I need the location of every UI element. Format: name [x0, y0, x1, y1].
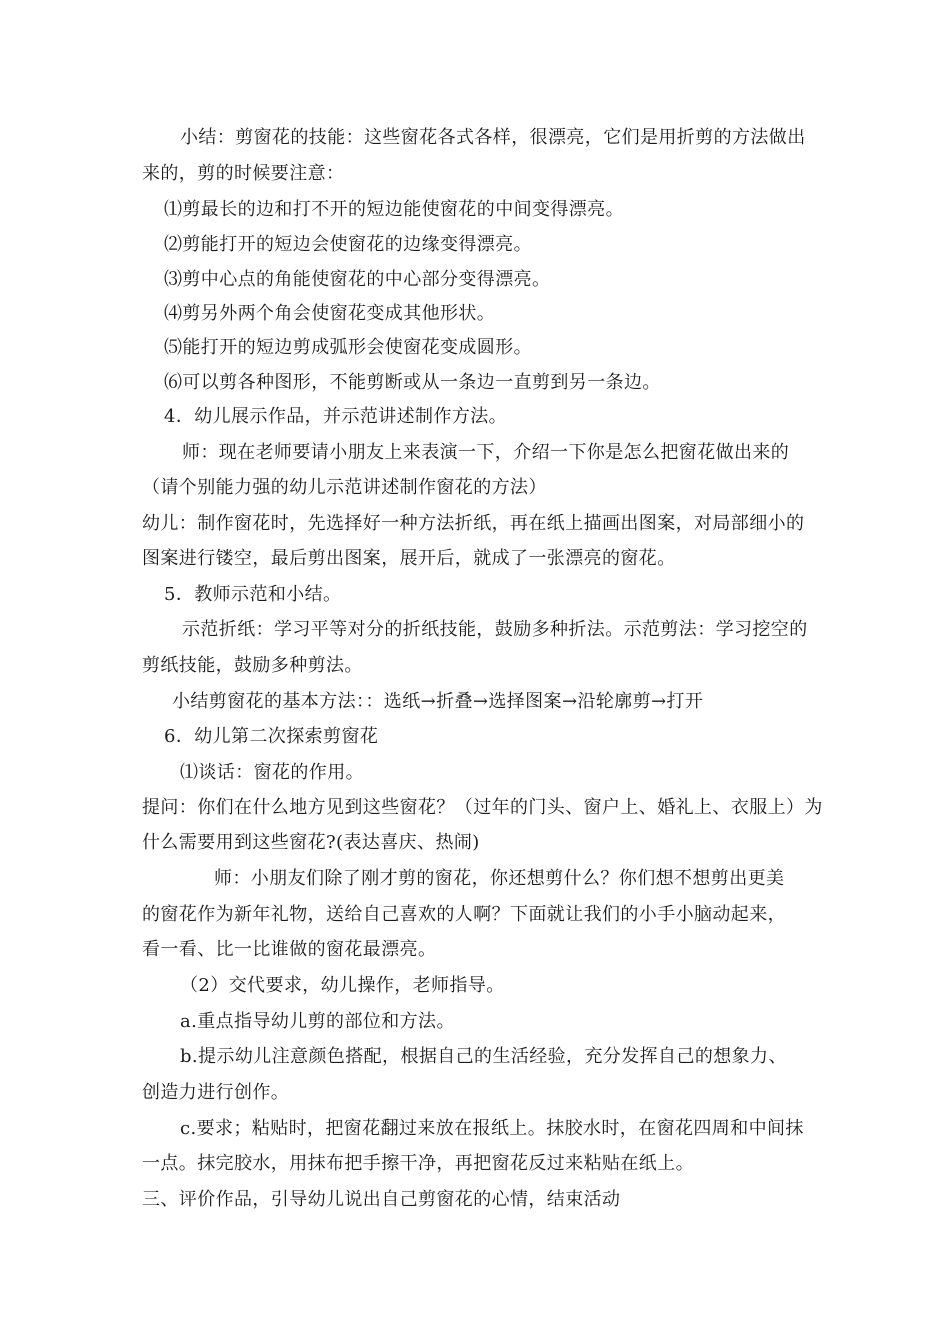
text-line: 一点。抹完胶水，用抹布把手擦干净，再把窗花反过来粘贴在纸上。	[142, 1153, 694, 1174]
text-line: 创造力进行创作。	[142, 1082, 290, 1103]
text-line: 什么需要用到这些窗花?(表达喜庆、热闹)	[142, 832, 480, 853]
text-line: 幼儿：制作窗花时，先选择好一种方法折纸，再在纸上描画出图案，对局部细小的	[142, 513, 805, 534]
text-line: 剪纸技能，鼓励多种剪法。	[142, 655, 363, 676]
text-line: 小结剪窗花的基本方法：：选纸→折叠→选择图案→沿轮廓剪→打开	[172, 691, 704, 712]
text-line: 提问：你们在什么地方见到这些窗花？（过年的门头、窗户上、婚礼上、衣服上）为	[142, 797, 823, 818]
text-line: （请个别能力强的幼儿示范讲述制作窗花的方法）	[142, 477, 547, 498]
text-line: ⑹可以剪各种图形，不能剪断或从一条边一直剪到另一条边。	[164, 372, 661, 393]
text-line: ⑴谈话：窗花的作用。	[180, 762, 364, 783]
text-line: 师：小朋友们除了刚才剪的窗花，你还想剪什么？你们想不想剪出更美	[214, 868, 785, 889]
text-line: a.重点指导幼儿剪的部位和方法。	[180, 1011, 455, 1032]
text-line: ⑴剪最长的边和打不开的短边能使窗花的中间变得漂亮。	[164, 199, 624, 220]
text-line: ⑸能打开的短边剪成弧形会使窗花变成圆形。	[164, 337, 532, 358]
text-line: 6．幼儿第二次探索剪窗花	[164, 726, 379, 747]
text-line: c.要求；粘贴时，把窗花翻过来放在报纸上。抹胶水时，在窗花四周和中间抹	[180, 1118, 804, 1139]
text-line: （2）交代要求，幼儿操作，老师指导。	[180, 975, 505, 996]
text-line: 小结：剪窗花的技能：这些窗花各式各样，很漂亮，它们是用折剪的方法做出	[180, 127, 806, 148]
text-line: ⑶剪中心点的角能使窗花的中心部分变得漂亮。	[164, 269, 551, 290]
text-line: b.提示幼儿注意颜色搭配，根据自己的生活经验，充分发挥自己的想象力、	[180, 1046, 787, 1067]
text-line: 来的，剪的时候要注意：	[142, 163, 345, 184]
text-line: 图案进行镂空，最后剪出图案，展开后，就成了一张漂亮的窗花。	[142, 548, 676, 569]
text-line: 的窗花作为新年礼物，送给自己喜欢的人啊？下面就让我们的小手小脑动起来，	[142, 904, 786, 925]
text-line: ⑷剪另外两个角会使窗花变成其他形状。	[164, 303, 496, 324]
text-line: 4．幼儿展示作品，并示范讲述制作方法。	[164, 406, 508, 427]
text-line: 看一看、比一比谁做的窗花最漂亮。	[142, 939, 437, 960]
text-line: ⑵剪能打开的短边会使窗花的边缘变得漂亮。	[164, 234, 532, 255]
text-line: 5．教师示范和小结。	[164, 584, 342, 605]
text-line: 师：现在老师要请小朋友上来表演一下，介绍一下你是怎么把窗花做出来的	[182, 442, 790, 463]
text-line: 三、评价作品，引导幼儿说出自己剪窗花的心情，结束活动	[142, 1189, 621, 1210]
text-line: 示范折纸：学习平等对分的折纸技能，鼓励多种折法。示范剪法：学习挖空的	[182, 619, 808, 640]
